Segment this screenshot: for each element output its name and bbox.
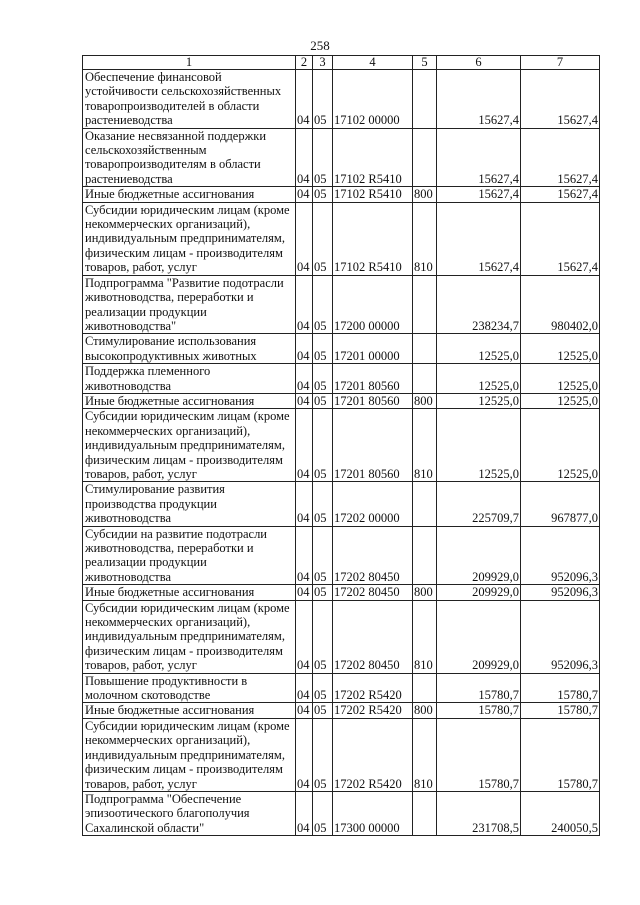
row-name-cell: Субсидии юридическим лицам (кроме некоммерческих организаций), индивидуальным предпринимателям, физическим лицам - производителям товаров, работ, услуг <box>83 600 296 673</box>
row-expense-type-cell: 810 <box>413 202 437 275</box>
row-target-article-cell: 17201 80560 <box>333 409 413 482</box>
row-section-cell: 04 <box>296 600 313 673</box>
row-section-cell: 04 <box>296 275 313 334</box>
row-target-article-cell: 17102 R5410 <box>333 128 413 187</box>
row-section-cell: 04 <box>296 70 313 129</box>
row-amount-1-cell: 12525,0 <box>437 364 521 394</box>
row-amount-2-cell: 15627,4 <box>521 187 600 202</box>
table-row <box>83 70 600 129</box>
row-section-cell: 04 <box>296 187 313 202</box>
row-target-article-cell: 17102 R5410 <box>333 187 413 202</box>
row-expense-type-cell <box>413 526 437 585</box>
row-target-article-cell: 17202 00000 <box>333 482 413 526</box>
row-amount-1-cell: 15627,4 <box>437 128 521 187</box>
row-amount-2-cell: 12525,0 <box>521 409 600 482</box>
table-row <box>83 718 600 791</box>
row-name-cell: Повышение продуктивности в молочном скотоводстве <box>83 673 296 703</box>
row-name-cell: Иные бюджетные ассигнования <box>83 393 296 408</box>
table-row <box>83 334 600 364</box>
row-subsection-cell: 05 <box>313 600 333 673</box>
row-section-cell: 04 <box>296 334 313 364</box>
row-name-cell: Субсидии юридическим лицам (кроме некоммерческих организаций), индивидуальным предпринимателям, физическим лицам - производителям товаров, работ, услуг <box>83 409 296 482</box>
table-row <box>83 673 600 703</box>
row-amount-1-cell: 231708,5 <box>437 791 521 835</box>
budget-table <box>82 55 600 836</box>
row-section-cell: 04 <box>296 791 313 835</box>
table-row <box>83 791 600 835</box>
row-expense-type-cell: 810 <box>413 600 437 673</box>
row-section-cell: 04 <box>296 482 313 526</box>
row-name-cell: Подпрограмма "Обеспечение эпизоотического благополучия Сахалинской области" <box>83 791 296 835</box>
row-subsection-cell: 05 <box>313 275 333 334</box>
row-expense-type-cell <box>413 128 437 187</box>
row-subsection-cell: 05 <box>313 673 333 703</box>
table-row <box>83 128 600 187</box>
header-col-2: 2 <box>296 56 313 70</box>
row-target-article-cell: 17200 00000 <box>333 275 413 334</box>
row-name-cell: Обеспечение финансовой устойчивости сельскохозяйственных товаропроизводителей в области растениеводства <box>83 70 296 129</box>
row-expense-type-cell: 800 <box>413 393 437 408</box>
header-col-7: 7 <box>521 56 600 70</box>
row-target-article-cell: 17102 00000 <box>333 70 413 129</box>
row-amount-2-cell: 240050,5 <box>521 791 600 835</box>
row-section-cell: 04 <box>296 409 313 482</box>
row-name-cell: Стимулирование использования высокопродуктивных животных <box>83 334 296 364</box>
row-expense-type-cell <box>413 70 437 129</box>
header-row <box>83 56 600 70</box>
header-col-4: 4 <box>333 56 413 70</box>
row-amount-2-cell: 15627,4 <box>521 202 600 275</box>
page-number: 258 <box>310 38 330 53</box>
row-expense-type-cell <box>413 791 437 835</box>
row-expense-type-cell <box>413 364 437 394</box>
row-expense-type-cell: 810 <box>413 409 437 482</box>
row-section-cell: 04 <box>296 673 313 703</box>
header-col-3: 3 <box>313 56 333 70</box>
row-amount-2-cell: 15780,7 <box>521 718 600 791</box>
table-row <box>83 409 600 482</box>
row-subsection-cell: 05 <box>313 791 333 835</box>
row-subsection-cell: 05 <box>313 202 333 275</box>
row-target-article-cell: 17300 00000 <box>333 791 413 835</box>
row-subsection-cell: 05 <box>313 187 333 202</box>
row-amount-1-cell: 15780,7 <box>437 673 521 703</box>
row-amount-1-cell: 12525,0 <box>437 393 521 408</box>
row-target-article-cell: 17202 80450 <box>333 600 413 673</box>
row-amount-2-cell: 12525,0 <box>521 393 600 408</box>
table-row <box>83 364 600 394</box>
row-name-cell: Поддержка племенного животноводства <box>83 364 296 394</box>
row-name-cell: Иные бюджетные ассигнования <box>83 585 296 600</box>
row-name-cell: Иные бюджетные ассигнования <box>83 187 296 202</box>
header-col-6: 6 <box>437 56 521 70</box>
table-row <box>83 275 600 334</box>
row-amount-1-cell: 12525,0 <box>437 334 521 364</box>
row-amount-2-cell: 15780,7 <box>521 673 600 703</box>
row-section-cell: 04 <box>296 585 313 600</box>
row-section-cell: 04 <box>296 718 313 791</box>
row-name-cell: Субсидии юридическим лицам (кроме некоммерческих организаций), индивидуальным предпринимателям, физическим лицам - производителям товаров, работ, услуг <box>83 202 296 275</box>
row-amount-1-cell: 209929,0 <box>437 585 521 600</box>
row-target-article-cell: 17202 R5420 <box>333 673 413 703</box>
row-target-article-cell: 17202 R5420 <box>333 703 413 718</box>
row-expense-type-cell <box>413 334 437 364</box>
row-subsection-cell: 05 <box>313 585 333 600</box>
table-row <box>83 482 600 526</box>
row-target-article-cell: 17201 00000 <box>333 334 413 364</box>
row-subsection-cell: 05 <box>313 128 333 187</box>
row-amount-2-cell: 12525,0 <box>521 334 600 364</box>
row-amount-1-cell: 15627,4 <box>437 202 521 275</box>
row-subsection-cell: 05 <box>313 70 333 129</box>
row-amount-1-cell: 209929,0 <box>437 600 521 673</box>
row-subsection-cell: 05 <box>313 393 333 408</box>
row-expense-type-cell: 810 <box>413 718 437 791</box>
row-section-cell: 04 <box>296 128 313 187</box>
row-amount-1-cell: 15780,7 <box>437 718 521 791</box>
row-section-cell: 04 <box>296 202 313 275</box>
row-name-cell: Оказание несвязанной поддержки сельскохозяйственным товаропроизводителям в области растениеводства <box>83 128 296 187</box>
table-row <box>83 393 600 408</box>
row-section-cell: 04 <box>296 703 313 718</box>
row-amount-1-cell: 15627,4 <box>437 187 521 202</box>
row-name-cell: Подпрограмма "Развитие подотрасли животноводства, переработки и реализации продукции животноводства" <box>83 275 296 334</box>
row-name-cell: Субсидии на развитие подотрасли животноводства, переработки и реализации продукции животноводства <box>83 526 296 585</box>
row-name-cell: Субсидии юридическим лицам (кроме некоммерческих организаций), индивидуальным предпринимателям, физическим лицам - производителям товаров, работ, услуг <box>83 718 296 791</box>
row-target-article-cell: 17202 80450 <box>333 526 413 585</box>
row-expense-type-cell <box>413 673 437 703</box>
row-amount-1-cell: 238234,7 <box>437 275 521 334</box>
table-row <box>83 600 600 673</box>
table-row <box>83 526 600 585</box>
row-subsection-cell: 05 <box>313 334 333 364</box>
row-amount-2-cell: 952096,3 <box>521 585 600 600</box>
row-amount-2-cell: 15627,4 <box>521 128 600 187</box>
row-subsection-cell: 05 <box>313 703 333 718</box>
row-target-article-cell: 17202 R5420 <box>333 718 413 791</box>
row-section-cell: 04 <box>296 526 313 585</box>
row-subsection-cell: 05 <box>313 409 333 482</box>
row-amount-1-cell: 209929,0 <box>437 526 521 585</box>
row-amount-1-cell: 15627,4 <box>437 70 521 129</box>
row-name-cell: Стимулирование развития производства продукции животноводства <box>83 482 296 526</box>
table-row <box>83 187 600 202</box>
row-expense-type-cell: 800 <box>413 585 437 600</box>
header-col-1: 1 <box>83 56 296 70</box>
table-body <box>83 70 600 836</box>
row-subsection-cell: 05 <box>313 526 333 585</box>
row-expense-type-cell: 800 <box>413 703 437 718</box>
row-amount-2-cell: 952096,3 <box>521 600 600 673</box>
row-amount-1-cell: 225709,7 <box>437 482 521 526</box>
header-col-5: 5 <box>413 56 437 70</box>
row-expense-type-cell <box>413 275 437 334</box>
row-amount-2-cell: 980402,0 <box>521 275 600 334</box>
table-row <box>83 703 600 718</box>
row-target-article-cell: 17202 80450 <box>333 585 413 600</box>
table-row <box>83 202 600 275</box>
row-amount-2-cell: 967877,0 <box>521 482 600 526</box>
row-amount-2-cell: 12525,0 <box>521 364 600 394</box>
row-name-cell: Иные бюджетные ассигнования <box>83 703 296 718</box>
row-section-cell: 04 <box>296 393 313 408</box>
row-amount-2-cell: 952096,3 <box>521 526 600 585</box>
row-amount-2-cell: 15780,7 <box>521 703 600 718</box>
row-subsection-cell: 05 <box>313 482 333 526</box>
row-section-cell: 04 <box>296 364 313 394</box>
row-amount-2-cell: 15627,4 <box>521 70 600 129</box>
row-amount-1-cell: 12525,0 <box>437 409 521 482</box>
row-expense-type-cell <box>413 482 437 526</box>
row-target-article-cell: 17102 R5410 <box>333 202 413 275</box>
row-target-article-cell: 17201 80560 <box>333 364 413 394</box>
table-row <box>83 585 600 600</box>
row-amount-1-cell: 15780,7 <box>437 703 521 718</box>
row-expense-type-cell: 800 <box>413 187 437 202</box>
row-target-article-cell: 17201 80560 <box>333 393 413 408</box>
row-subsection-cell: 05 <box>313 718 333 791</box>
row-subsection-cell: 05 <box>313 364 333 394</box>
